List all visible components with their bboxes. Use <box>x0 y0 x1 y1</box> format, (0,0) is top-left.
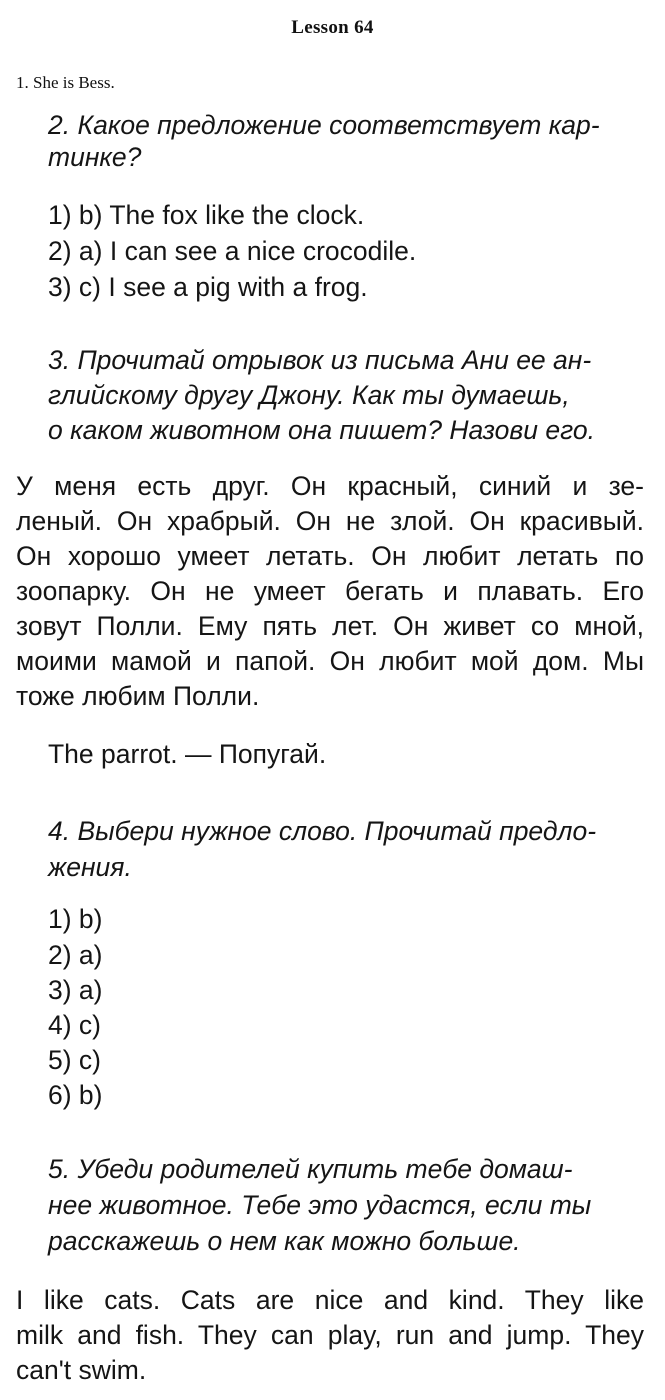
lesson-title: Lesson 64 <box>291 17 374 38</box>
task3-text-line: Он хорошо умеет летать. Он любит летать по <box>16 541 644 571</box>
task1-answer: 1. She is Bess. <box>16 73 115 92</box>
task4-answer-item: 3) a) <box>48 975 103 1005</box>
task3-text-line: моими мамой и папой. Он любит мой дом. Мы <box>16 646 644 676</box>
task3-question-line: о каком животном она пишет? Назови его. <box>48 415 595 445</box>
task4-answer-item: 4) c) <box>48 1010 101 1040</box>
task4-question-line: жения. <box>48 852 132 882</box>
task3-text-line: леный. Он храбрый. Он не злой. Он красивый. <box>16 506 644 536</box>
task5-answer-line: I like cats. Cats are nice and kind. They like <box>16 1285 644 1315</box>
task3-text-line: зоопарку. Он не умеет бегать и плавать. Его <box>16 576 644 606</box>
task4-answer-item: 2) a) <box>48 940 103 970</box>
task5-answer-line: milk and fish. They can play, run and jump. They <box>16 1320 644 1350</box>
task3-text-line: зовут Полли. Ему пять лет. Он живет со мной, <box>16 611 644 641</box>
task5-question-line: 5. Убеди родителей купить тебе домаш- <box>48 1154 573 1184</box>
task4-answer-item: 6) b) <box>48 1080 103 1110</box>
task2-question-line: 2. Какое предложение соответствует кар- <box>48 110 600 140</box>
task2-answer-item: 3) c) I see a pig with a frog. <box>48 272 368 302</box>
task3-text-line: тоже любим Полли. <box>16 681 260 711</box>
task5-answer-line: can't swim. <box>16 1355 147 1385</box>
task5-question-line: расскажешь о нем как можно больше. <box>48 1226 521 1256</box>
task3-question-line: 3. Прочитай отрывок из письма Ани ее ан- <box>48 345 592 375</box>
task3-text-line: У меня есть друг. Он красный, синий и зе- <box>16 471 644 501</box>
task2-question-line: тинке? <box>48 142 142 172</box>
task3-question-line: глийскому другу Джону. Как ты думаешь, <box>48 380 570 410</box>
task2-answer-item: 1) b) The fox like the clock. <box>48 200 365 230</box>
task5-question-line: нее животное. Тебе это удастся, если ты <box>48 1190 592 1220</box>
task3-answer: The parrot. — Попугай. <box>48 739 327 769</box>
task4-answer-item: 1) b) <box>48 904 103 934</box>
task4-answer-item: 5) c) <box>48 1045 101 1075</box>
task2-answer-item: 2) a) I can see a nice crocodile. <box>48 236 417 266</box>
task4-question-line: 4. Выбери нужное слово. Прочитай предло- <box>48 816 597 846</box>
